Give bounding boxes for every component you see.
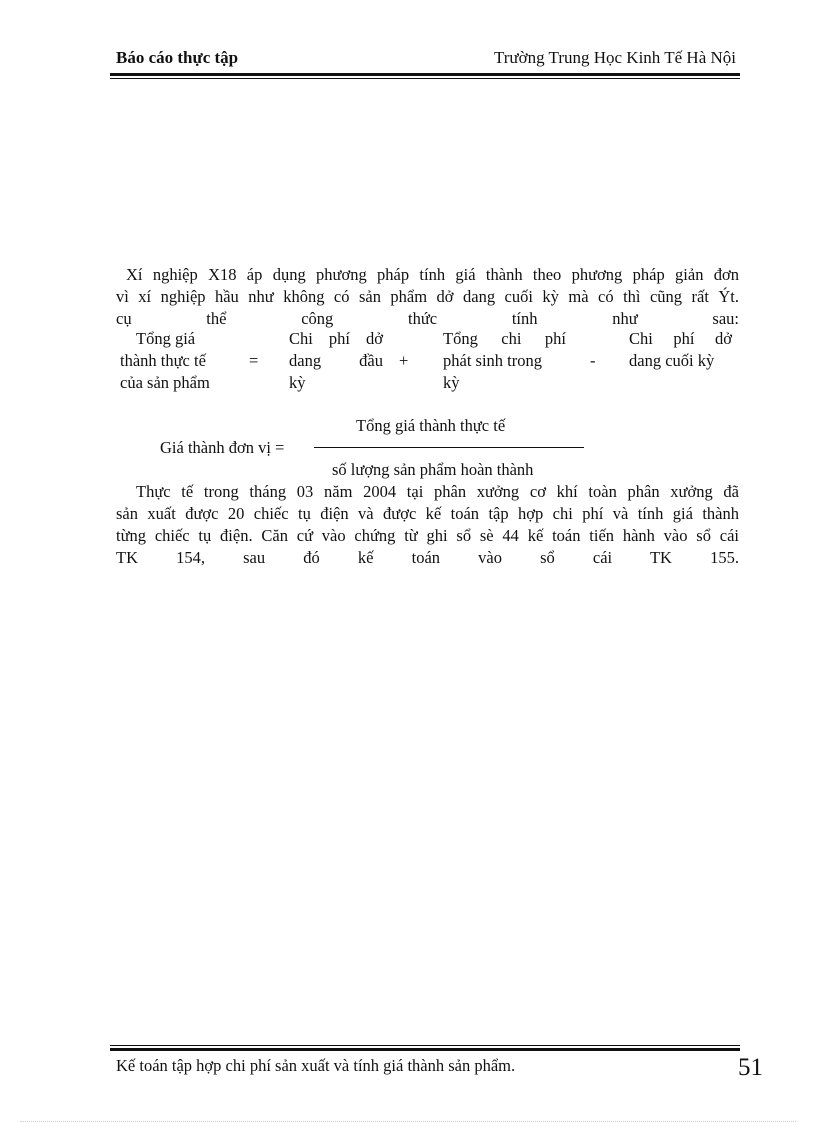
header-left-title: Báo cáo thực tập — [116, 48, 239, 67]
fraction-bar — [314, 447, 584, 448]
header-right-title: Trường Trung Học Kinh Tế Hà Nội — [493, 48, 736, 67]
intro-line: Xí nghiệp X18 áp dụng phương pháp tính giá thành theo phương pháp giản đơn — [126, 265, 739, 284]
formula-col1-line: thành thực tế — [120, 351, 206, 370]
page-bottom-dotted-edge — [20, 1121, 796, 1122]
intro-paragraph — [116, 264, 739, 330]
formula-col1-line: của sản phẩm — [120, 373, 210, 392]
header-rule-thick — [110, 73, 740, 76]
footer-rule-thin — [110, 1045, 740, 1046]
fraction-denominator: số lượng sản phẩm hoàn thành — [332, 460, 534, 479]
formula-col2-line: Chi phí dở — [289, 329, 383, 348]
intro-line: vì xí nghiệp hầu như không có sản phẩm dở dang cuối kỳ mà có thì cũng rất Ýt. — [116, 287, 739, 306]
formula-col1-line: Tổng giá — [136, 329, 196, 348]
formula-minus-sign: - — [590, 351, 596, 370]
intro-line: cụ thể công thức tính như sau: — [116, 309, 739, 328]
body-paragraph — [116, 481, 739, 569]
formula-equals-sign: = — [249, 351, 259, 370]
body-line: TK 154, sau đó kế toán vào sổ cái TK 155. — [116, 548, 739, 567]
body-line: sản xuất được 20 chiếc tụ điện và được kế toán tập hợp chi phí và tính giá thành — [116, 504, 739, 523]
formula-col3-line: Tổng chi phí — [443, 329, 566, 348]
fraction-label: Giá thành đơn vị = — [160, 438, 285, 457]
footer-rule-thick — [110, 1048, 740, 1051]
formula-col4-line: Chi phí dở — [629, 329, 732, 348]
formula-col3-line: phát sinh trong — [443, 351, 542, 370]
fraction-numerator: Tổng giá thành thực tế — [356, 416, 506, 435]
formula-plus-sign: + — [399, 351, 409, 370]
formula-col2-line: dang đầu — [289, 351, 383, 370]
footer-text: Kế toán tập hợp chi phí sản xuất và tính giá thành sản phẩm. — [116, 1056, 516, 1075]
formula-col3-line: kỳ — [443, 373, 460, 392]
header-rule-thin — [110, 78, 740, 79]
body-line: từng chiếc tụ điện. Căn cứ vào chứng từ ghi sổ sè 44 kế toán tiến hành vào sổ cái — [116, 526, 739, 545]
formula-col2-line: kỳ — [289, 373, 306, 392]
body-line: Thực tế trong tháng 03 năm 2004 tại phân xưởng cơ khí toàn phân xưởng đã — [136, 482, 739, 501]
formula-col4-line: dang cuối kỳ — [629, 351, 715, 370]
page-number: 51 — [738, 1054, 763, 1081]
